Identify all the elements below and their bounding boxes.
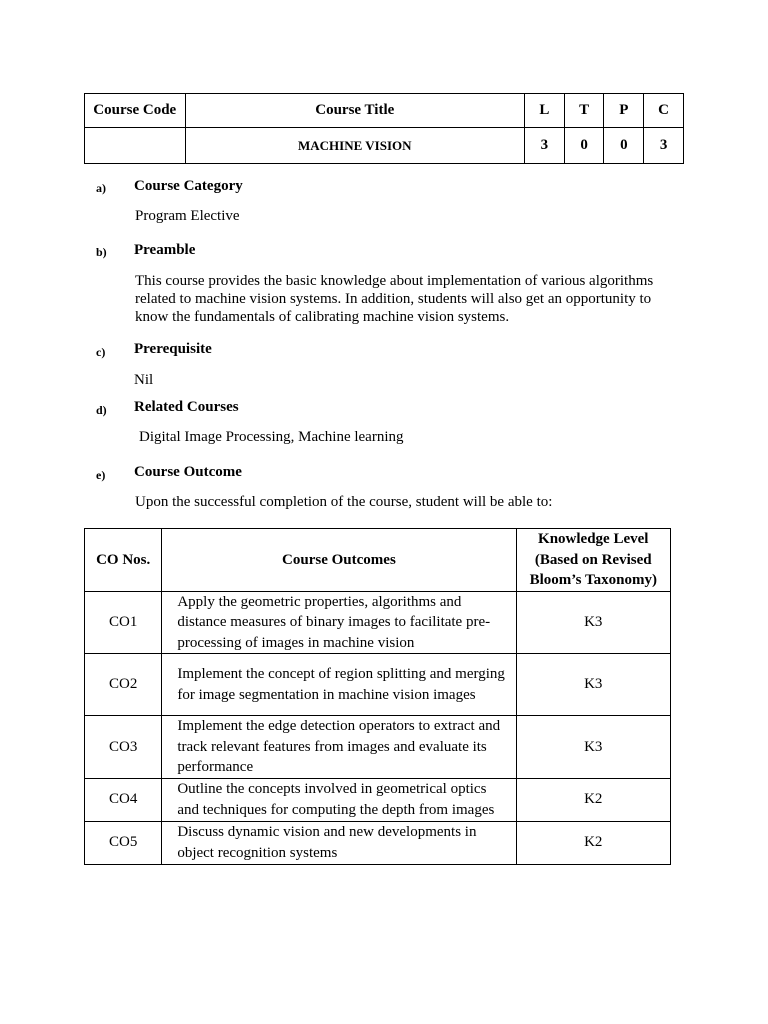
co-number: CO2 xyxy=(85,654,162,716)
related-courses-heading: Related Courses xyxy=(134,399,239,415)
prerequisite-text: Nil xyxy=(134,372,154,388)
knowledge-level: K2 xyxy=(516,778,670,821)
section-marker-b: b) xyxy=(96,245,107,259)
lecture-hours-cell: 3 xyxy=(525,128,565,164)
co-description: Implement the edge detection operators to extract and track relevant features from images and evaluate its performance xyxy=(162,716,516,779)
preamble-text: This course provides the basic knowledge about implementation of various algorithms related to machine vision systems. In addition, students will also get an opportunity to know the fundamentals of calibrating machine vision systems. xyxy=(135,273,654,325)
practical-hours-header: P xyxy=(604,94,644,128)
knowledge-level: K2 xyxy=(516,821,670,864)
related-courses-text: Digital Image Processing, Machine learning xyxy=(139,429,404,445)
co-description: Implement the concept of region splitting and merging for image segmentation in machine vision images xyxy=(162,654,516,716)
knowledge-level: K3 xyxy=(516,716,670,779)
co-description: Discuss dynamic vision and new developments in object recognition systems xyxy=(162,821,516,864)
prerequisite-heading: Prerequisite xyxy=(134,341,212,357)
course-table-header-row xyxy=(85,94,684,128)
co-description: Apply the geometric properties, algorithms and distance measures of binary images to facilitate pre-processing of images in machine vision xyxy=(162,591,516,654)
co-nos-header: CO Nos. xyxy=(85,529,162,592)
lecture-hours-header: L xyxy=(525,94,565,128)
co-description: Outline the concepts involved in geometrical optics and techniques for computing the depth from images xyxy=(162,778,516,821)
co-number: CO3 xyxy=(85,716,162,779)
course-outcomes-header: Course Outcomes xyxy=(162,529,516,592)
co-number: CO1 xyxy=(85,591,162,654)
section-marker-c: c) xyxy=(96,345,106,359)
co-number: CO4 xyxy=(85,778,162,821)
course-table-row xyxy=(85,128,684,164)
course-title-header: Course Title xyxy=(185,94,525,128)
course-info-table xyxy=(84,93,684,164)
knowledge-level-header: Knowledge Level (Based on Revised Bloom’s Taxonomy) xyxy=(516,529,670,592)
section-marker-a: a) xyxy=(96,181,106,195)
credits-header: C xyxy=(644,94,684,128)
tutorial-hours-header: T xyxy=(564,94,604,128)
practical-hours-cell: 0 xyxy=(604,128,644,164)
section-marker-d: d) xyxy=(96,403,107,417)
outcome-row xyxy=(85,591,671,654)
course-code-cell xyxy=(85,128,186,164)
co-number: CO5 xyxy=(85,821,162,864)
course-category-text: Program Elective xyxy=(135,208,240,224)
preamble-heading: Preamble xyxy=(134,242,196,258)
course-outcome-heading: Course Outcome xyxy=(134,464,242,480)
tutorial-hours-cell: 0 xyxy=(564,128,604,164)
outcome-row xyxy=(85,654,671,716)
outcome-row xyxy=(85,821,671,864)
knowledge-level: K3 xyxy=(516,654,670,716)
course-outcomes-table xyxy=(84,528,671,865)
course-category-heading: Course Category xyxy=(134,178,243,194)
course-outcome-intro: Upon the successful completion of the course, student will be able to: xyxy=(135,494,553,510)
outcome-row xyxy=(85,778,671,821)
outcome-row xyxy=(85,716,671,779)
section-marker-e: e) xyxy=(96,468,106,482)
knowledge-level: K3 xyxy=(516,591,670,654)
outcomes-header-row xyxy=(85,529,671,592)
course-code-header: Course Code xyxy=(85,94,186,128)
credits-cell: 3 xyxy=(644,128,684,164)
course-title-cell: MACHINE VISION xyxy=(185,128,525,164)
